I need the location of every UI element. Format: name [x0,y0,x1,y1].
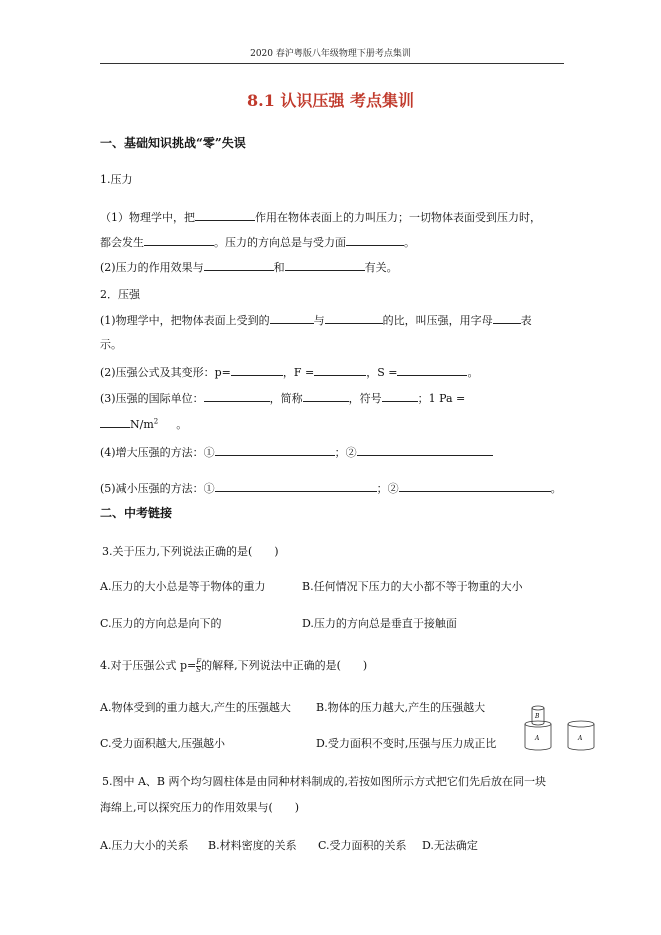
blank-field[interactable] [215,482,377,492]
subheading-pressure-force: 1.压力 [100,173,133,186]
label-a-right: A [578,735,583,742]
q5-option-a[interactable]: A.压力大小的关系 [100,839,189,852]
q1b-end: 。 [404,236,415,249]
q1b-text: 。压力的方向总是与受力面 [214,236,346,249]
label-a: A [535,735,540,742]
header-divider [100,63,564,64]
p5-end: 。 [550,482,562,495]
running-header: 2020 春沪粤版八年级物理下册考点集训 [250,49,411,59]
q1a-text: 作用在物体表面上的力叫压力；一切物体表面受到压力时， [255,211,541,224]
q2-end: 有关。 [364,261,398,274]
blank-field[interactable] [285,261,365,271]
blank-field[interactable] [270,314,314,324]
p4-prefix: (4)增大压强的方法：① [100,446,215,459]
question-2-3-line2 [100,416,187,432]
blank-field[interactable] [397,366,467,376]
q4-option-b[interactable]: B.物体的压力越大,产生的压强越大 [316,701,486,714]
p3-end: 。 [176,418,188,431]
blank-field[interactable] [399,482,551,492]
blank-field[interactable] [346,236,404,246]
label-b: B [535,713,540,720]
blank-field[interactable] [314,366,366,376]
blank-field[interactable] [357,446,493,456]
question-5-line1: 5.图中 A、B 两个均匀圆柱体是由同种材料制成的,若按如图所示方式把它们先后放在同一块 [102,775,547,788]
q4-option-a[interactable]: A.物体受到的重力越大,产生的压强越大 [100,701,291,714]
question-2-1-line1 [100,312,532,328]
q1a-prefix: （1）物理学中，把 [100,211,195,224]
page-title: 8.1 认识压强 考点集训 [247,91,414,110]
blank-field[interactable] [195,211,255,221]
p1-end: 表 [520,314,532,327]
p3-unit: N/m [130,418,154,431]
p1-mid: 的比，叫压强，用字母 [382,314,493,327]
q2-prefix: (2)压力的作用效果与 [100,261,204,274]
blank-field[interactable] [303,392,349,402]
section-heading-exam-link: 二、中考链接 [100,506,173,520]
q3-option-c[interactable]: C.压力的方向总是向下的 [100,617,222,630]
p3-superscript: 2 [153,417,159,426]
blank-field[interactable] [231,366,283,376]
p5-prefix: (5)减小压强的方法：① [100,482,215,495]
question-5-line2: 海绵上,可以探究压力的作用效果与( ) [100,801,300,814]
question-3: 3.关于压力,下列说法正确的是( ) [102,545,279,558]
q4-text: 的解释,下列说法中正确的是( ) [201,659,368,672]
q3-option-b[interactable]: B.任何情况下压力的大小都不等于物重的大小 [302,580,523,593]
p4-mid: ；② [334,446,357,459]
question-4 [100,657,367,674]
blank-field[interactable] [204,392,270,402]
p2-end: 。 [467,366,479,379]
q5-option-d[interactable]: D.无法确定 [422,839,478,852]
blank-field[interactable] [144,236,214,246]
q4-option-c[interactable]: C.受力面积越大,压强越小 [100,737,226,750]
p2-f: ，F = [282,366,315,379]
q1b-prefix: 都会发生 [100,236,144,249]
p2-p: p= [214,366,231,379]
section-heading-basics: 一、基础知识挑战“零”失误 [100,136,246,150]
p3-prefix: (3)压强的国际单位： [100,392,204,405]
question-2-2 [100,364,478,380]
p2-s: ，S = [366,366,398,379]
p3-fu: ，符号 [348,392,382,405]
q3-option-a[interactable]: A.压力的大小总是等于物体的重力 [100,580,266,593]
q3-option-d[interactable]: D.压力的方向总是垂直于接触面 [302,617,457,630]
blank-field[interactable] [493,314,521,324]
q4-option-d[interactable]: D.受力面积不变时,压强与压力成正比 [316,737,497,750]
question-2-3-line1 [100,390,465,406]
q4-prefix: 4.对于压强公式 p= [100,659,197,672]
p2-prefix: (2)压强公式及其变形： [100,366,215,379]
cylinders-figure [518,703,604,755]
blank-field[interactable] [382,392,418,402]
q5-option-b[interactable]: B.材料密度的关系 [208,839,297,852]
p3-jian: ，简称 [269,392,303,405]
p3-pa: ；1 Pa = [417,392,466,405]
blank-field[interactable] [204,261,274,271]
blank-field[interactable] [325,314,383,324]
question-1-1-line2 [100,234,415,250]
blank-field[interactable] [100,418,130,428]
fraction-denominator: S [196,665,202,674]
blank-field[interactable] [215,446,335,456]
fraction-numerator: F [196,657,202,666]
q2-and: 和 [273,261,285,274]
question-1-1-line1 [100,209,541,225]
p5-mid: ；② [376,482,399,495]
p1-prefix: (1)物理学中，把物体表面上受到的 [100,314,270,327]
q5-option-c[interactable]: C.受力面积的关系 [318,839,407,852]
question-1-2 [100,259,398,275]
question-2-4 [100,444,493,460]
question-2-1-line2: 示。 [100,338,122,351]
question-2-5 [100,480,562,496]
subheading-pressure: 2．压强 [100,288,140,301]
p1-and: 与 [313,314,325,327]
